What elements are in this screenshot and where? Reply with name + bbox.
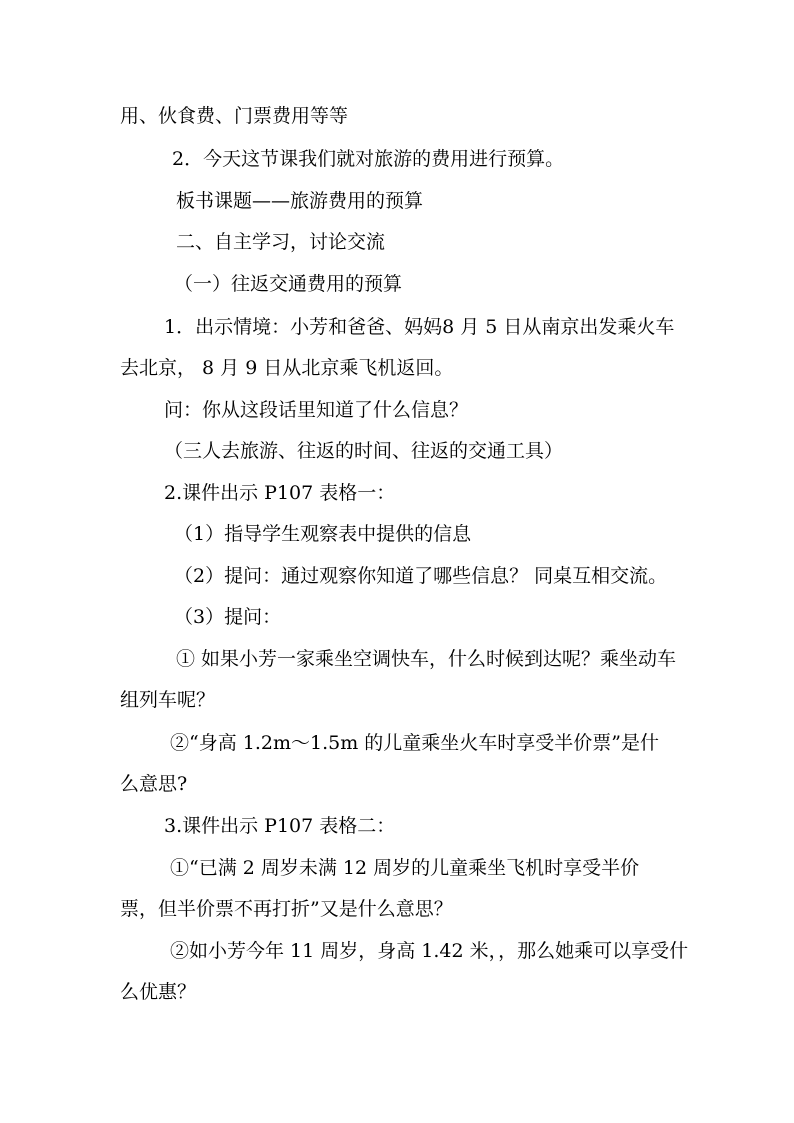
list-item: （1）指导学生观察表中提供的信息	[174, 523, 472, 545]
list-item: ①“已满 2 周岁未满 12 周岁的儿童乘坐飞机时享受半价	[170, 857, 640, 879]
paragraph-line: 组列车呢？	[120, 689, 216, 711]
paragraph-line: 票，但半价票不再打折”又是什么意思？	[120, 898, 453, 920]
section-title: 板书课题——旅游费用的预算	[176, 190, 424, 212]
section-heading: 二、自主学习，讨论交流	[176, 231, 386, 253]
subsection-heading: （一）往返交通费用的预算	[174, 273, 403, 295]
paragraph-line: 么优惠？	[120, 981, 197, 1003]
list-item: ① 如果小芳一家乘坐空调快车，什么时候到达呢？乘坐动车	[176, 648, 677, 670]
list-item: （3）提问：	[174, 606, 282, 628]
paragraph-line: 1．出示情境：小芳和爸爸、妈妈8 月 5 日从南京出发乘火车	[164, 316, 675, 338]
paragraph-line: 去北京， 8 月 9 日从北京乘飞机返回。	[120, 357, 454, 379]
paragraph-line: 用、伙食费、门票费用等等	[120, 105, 349, 127]
paragraph-line: 3.课件出示 P107 表格二：	[164, 815, 396, 837]
paragraph-line: 2．今天这节课我们就对旅游的费用进行预算。	[172, 148, 565, 170]
paragraph-line: 问：你从这段话里知道了什么信息？	[164, 399, 469, 421]
list-item: ②“身高 1.2m～1.5m 的儿童乘坐火车时享受半价票”是什	[170, 732, 659, 754]
paragraph-line: 么意思?	[120, 773, 188, 795]
paragraph-line: （三人去旅游、往返的时间、往返的交通工具）	[164, 440, 564, 462]
paragraph-line: 2.课件出示 P107 表格一：	[164, 482, 396, 504]
list-item: ②如小芳今年 11 周岁，身高 1.42 米，，那么她乘可以享受什	[170, 940, 689, 962]
list-item: （2）提问：通过观察你知道了哪些信息？ 同桌互相交流。	[174, 565, 668, 587]
